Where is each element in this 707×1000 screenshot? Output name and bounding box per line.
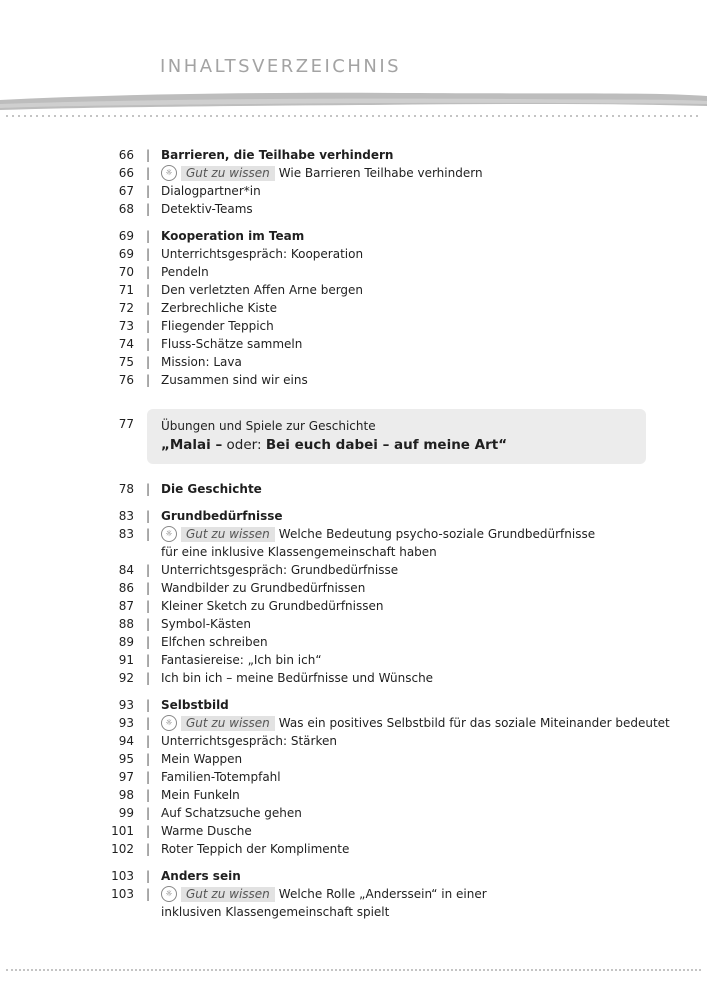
- page-number: 95: [118, 752, 134, 766]
- toc-section-heading: [0, 480, 707, 498]
- page-number: 78: [118, 482, 134, 496]
- separator-bar: |: [146, 301, 151, 315]
- toc-entry: [0, 903, 707, 921]
- separator-bar: |: [146, 283, 151, 297]
- entry-title: [161, 822, 252, 840]
- entry-text: Was ein positives Selbstbild für das soziale Miteinander bedeutet: [278, 716, 670, 730]
- entry-text: Mein Funkeln: [161, 788, 240, 802]
- entry-title: [161, 281, 363, 299]
- entry-title: [161, 146, 393, 164]
- page-number: 87: [118, 599, 134, 613]
- entry-text: Elfchen schreiben: [161, 635, 268, 649]
- toc-entry: [0, 669, 707, 687]
- entry-title: [161, 651, 322, 669]
- entry-text: Unterrichtsgespräch: Stärken: [161, 734, 337, 748]
- separator-bar: |: [146, 337, 151, 351]
- toc-entry: [0, 353, 707, 371]
- entry-text: Mission: Lava: [161, 355, 242, 369]
- separator-bar: |: [146, 806, 151, 820]
- separator-bar: |: [146, 265, 151, 279]
- gut-zu-wissen-badge: [161, 715, 279, 733]
- toc-entry: [0, 543, 707, 561]
- entry-title: [161, 317, 274, 335]
- toc-entry: [0, 335, 707, 353]
- separator-bar: |: [146, 355, 151, 369]
- chapter-page-number: 77: [118, 417, 134, 431]
- gut-zu-wissen-label: Gut zu wissen: [181, 166, 275, 181]
- page-number: 83: [118, 509, 134, 523]
- entry-title: [161, 299, 277, 317]
- entry-text: Unterrichtsgespräch: Grundbedürfnisse: [161, 563, 399, 577]
- separator-bar: |: [146, 229, 151, 243]
- entry-text: Fliegender Teppich: [161, 319, 274, 333]
- toc-entry: [0, 840, 707, 858]
- page-number: 91: [118, 653, 134, 667]
- chapter-title-part: Bei euch dabei – auf meine Art“: [265, 437, 508, 453]
- entry-title: [161, 885, 487, 904]
- separator-bar: |: [146, 247, 151, 261]
- toc-entry: [0, 732, 707, 750]
- separator-bar: |: [146, 635, 151, 649]
- entry-title: [161, 696, 229, 714]
- separator-bar: |: [146, 148, 151, 162]
- toc-entry: [0, 561, 707, 579]
- separator-bar: |: [146, 716, 151, 730]
- page-number: 69: [118, 247, 134, 261]
- entry-title: [161, 561, 398, 579]
- toc-entry: [0, 200, 707, 218]
- entry-text: Ich bin ich – meine Bedürfnisse und Wünsche: [161, 671, 434, 685]
- page-number: 99: [118, 806, 134, 820]
- separator-bar: |: [146, 166, 151, 180]
- entry-text: Zusammen sind wir eins: [161, 373, 308, 387]
- separator-bar: |: [146, 734, 151, 748]
- entry-title: [161, 867, 241, 885]
- toc-entry: [0, 281, 707, 299]
- entry-title: [161, 579, 365, 597]
- entry-text: Wandbilder zu Grundbedürfnissen: [161, 581, 366, 595]
- entry-text: Unterrichtsgespräch: Kooperation: [161, 247, 364, 261]
- gut-zu-wissen-badge: [161, 165, 279, 183]
- table-of-contents: [0, 146, 707, 921]
- entry-text: Selbstbild: [161, 698, 229, 712]
- separator-bar: |: [146, 653, 151, 667]
- entry-title: [161, 507, 283, 525]
- entry-title: [161, 200, 253, 218]
- page-number: 88: [118, 617, 134, 631]
- entry-title: [161, 615, 251, 633]
- entry-title: [161, 804, 302, 822]
- entry-text: Welche Rolle „Anderssein“ in einer: [278, 887, 487, 901]
- page-number: 76: [118, 373, 134, 387]
- chapter-title-part: oder:: [222, 437, 266, 453]
- entry-title: [161, 480, 262, 498]
- toc-entry: [0, 786, 707, 804]
- entry-text: Warme Dusche: [161, 824, 252, 838]
- chapter-title-part: „Malai –: [161, 437, 223, 453]
- separator-bar: |: [146, 373, 151, 387]
- page-number: 103: [111, 887, 134, 901]
- toc-section-heading: [0, 867, 707, 885]
- toc-entry: [0, 651, 707, 669]
- page-number: 75: [118, 355, 134, 369]
- page-number: 93: [118, 698, 134, 712]
- toc-entry: [0, 768, 707, 786]
- entry-title: [161, 732, 337, 750]
- toc-entry: [0, 182, 707, 200]
- page-number: 83: [118, 527, 134, 541]
- gut-zu-wissen-label: Gut zu wissen: [181, 887, 275, 902]
- entry-text: Den verletzten Affen Arne bergen: [161, 283, 364, 297]
- separator-bar: |: [146, 527, 151, 541]
- entry-title: [161, 371, 308, 389]
- entry-text: Dialogpartner*in: [161, 184, 261, 198]
- footer-dotted-line: [6, 969, 701, 971]
- toc-entry: [0, 371, 707, 389]
- page-number: 89: [118, 635, 134, 649]
- separator-bar: |: [146, 698, 151, 712]
- entry-title: [161, 335, 302, 353]
- entry-text: Anders sein: [161, 869, 241, 883]
- entry-title: [161, 633, 268, 651]
- toc-section-heading: [0, 507, 707, 525]
- page-number: 69: [118, 229, 134, 243]
- separator-bar: |: [146, 752, 151, 766]
- separator-bar: |: [146, 599, 151, 613]
- entry-title: [161, 543, 437, 561]
- chapter-box: [118, 409, 646, 464]
- lightbulb-icon: ☼: [161, 165, 177, 181]
- page-number: 68: [118, 202, 134, 216]
- page-number: 84: [118, 563, 134, 577]
- page-number: 70: [118, 265, 134, 279]
- separator-bar: |: [146, 869, 151, 883]
- entry-text: Auf Schatzsuche gehen: [161, 806, 302, 820]
- entry-title: [161, 750, 242, 768]
- separator-bar: |: [146, 482, 151, 496]
- entry-title: [161, 786, 240, 804]
- toc-entry: [0, 750, 707, 768]
- page-number: 93: [118, 716, 134, 730]
- toc-entry: [0, 263, 707, 281]
- toc-entry: [0, 714, 707, 732]
- entry-title: [161, 353, 242, 371]
- chapter-title: [161, 435, 646, 455]
- entry-text: Detektiv-Teams: [161, 202, 253, 216]
- separator-bar: |: [146, 202, 151, 216]
- entry-title: [161, 227, 304, 245]
- separator-bar: |: [146, 319, 151, 333]
- entry-text: inklusiven Klassengemeinschaft spielt: [161, 905, 390, 919]
- page-title: INHALTSVERZEICHNIS: [160, 56, 402, 77]
- entry-text: Barrieren, die Teilhabe verhindern: [161, 148, 394, 162]
- entry-title: [161, 597, 384, 615]
- lightbulb-icon: ☼: [161, 715, 177, 731]
- entry-title: [161, 245, 363, 263]
- entry-text: Fluss-Schätze sammeln: [161, 337, 303, 351]
- entry-title: [161, 164, 483, 183]
- page-number: 74: [118, 337, 134, 351]
- entry-text: Roter Teppich der Komplimente: [161, 842, 350, 856]
- toc-entry: [0, 822, 707, 840]
- separator-bar: |: [146, 842, 151, 856]
- toc-section-heading: [0, 146, 707, 164]
- gut-zu-wissen-badge: [161, 886, 279, 904]
- entry-title: [161, 903, 389, 921]
- toc-section-heading: [0, 227, 707, 245]
- page-number: 72: [118, 301, 134, 315]
- separator-bar: |: [146, 770, 151, 784]
- gut-zu-wissen-badge: [161, 526, 279, 544]
- toc-entry: [0, 885, 707, 903]
- lightbulb-icon: ☼: [161, 886, 177, 902]
- page-number: 67: [118, 184, 134, 198]
- separator-bar: |: [146, 563, 151, 577]
- toc-entry: [0, 245, 707, 263]
- toc-entry: [0, 525, 707, 543]
- entry-title: [161, 714, 670, 733]
- separator-bar: |: [146, 581, 151, 595]
- separator-bar: |: [146, 184, 151, 198]
- entry-text: Die Geschichte: [161, 482, 262, 496]
- toc-entry: [0, 299, 707, 317]
- page-number: 101: [111, 824, 134, 838]
- toc-entry: [0, 804, 707, 822]
- page-number: 71: [118, 283, 134, 297]
- entry-text: Wie Barrieren Teilhabe verhindern: [278, 166, 483, 180]
- entry-title: [161, 768, 281, 786]
- entry-text: Welche Bedeutung psycho-soziale Grundbedürfnisse: [278, 527, 596, 541]
- entry-title: [161, 840, 349, 858]
- entry-text: Mein Wappen: [161, 752, 243, 766]
- separator-bar: |: [146, 617, 151, 631]
- separator-bar: |: [146, 788, 151, 802]
- page-number: 103: [111, 869, 134, 883]
- separator-bar: |: [146, 509, 151, 523]
- entry-title: [161, 669, 433, 687]
- toc-entry: [0, 597, 707, 615]
- entry-text: Pendeln: [161, 265, 209, 279]
- toc-entry: [0, 615, 707, 633]
- page-number: 73: [118, 319, 134, 333]
- page-number: 86: [118, 581, 134, 595]
- page-number: 66: [118, 148, 134, 162]
- entry-title: [161, 525, 595, 544]
- page-number: 98: [118, 788, 134, 802]
- gut-zu-wissen-label: Gut zu wissen: [181, 716, 275, 731]
- separator-bar: |: [146, 671, 151, 685]
- entry-text: für eine inklusive Klassengemeinschaft haben: [161, 545, 437, 559]
- entry-text: Familien-Totempfahl: [161, 770, 281, 784]
- entry-text: Kleiner Sketch zu Grundbedürfnissen: [161, 599, 384, 613]
- toc-entry: [0, 317, 707, 335]
- toc-entry: [0, 633, 707, 651]
- page-number: 92: [118, 671, 134, 685]
- entry-text: Symbol-Kästen: [161, 617, 251, 631]
- lightbulb-icon: ☼: [161, 526, 177, 542]
- page-number: 102: [111, 842, 134, 856]
- toc-entry: [0, 579, 707, 597]
- chapter-subtitle: Übungen und Spiele zur Geschichte: [161, 419, 376, 433]
- separator-bar: |: [146, 887, 151, 901]
- entry-title: [161, 182, 261, 200]
- entry-text: Kooperation im Team: [161, 229, 305, 243]
- header-brush-band: [0, 90, 707, 120]
- toc-entry: [0, 164, 707, 182]
- entry-title: [161, 263, 209, 281]
- page-number: 66: [118, 166, 134, 180]
- entry-text: Fantasiereise: „Ich bin ich“: [161, 653, 322, 667]
- entry-text: Grundbedürfnisse: [161, 509, 283, 523]
- gut-zu-wissen-label: Gut zu wissen: [181, 527, 275, 542]
- page-number: 94: [118, 734, 134, 748]
- toc-section-heading: [0, 696, 707, 714]
- separator-bar: |: [146, 824, 151, 838]
- page-number: 97: [118, 770, 134, 784]
- entry-text: Zerbrechliche Kiste: [161, 301, 278, 315]
